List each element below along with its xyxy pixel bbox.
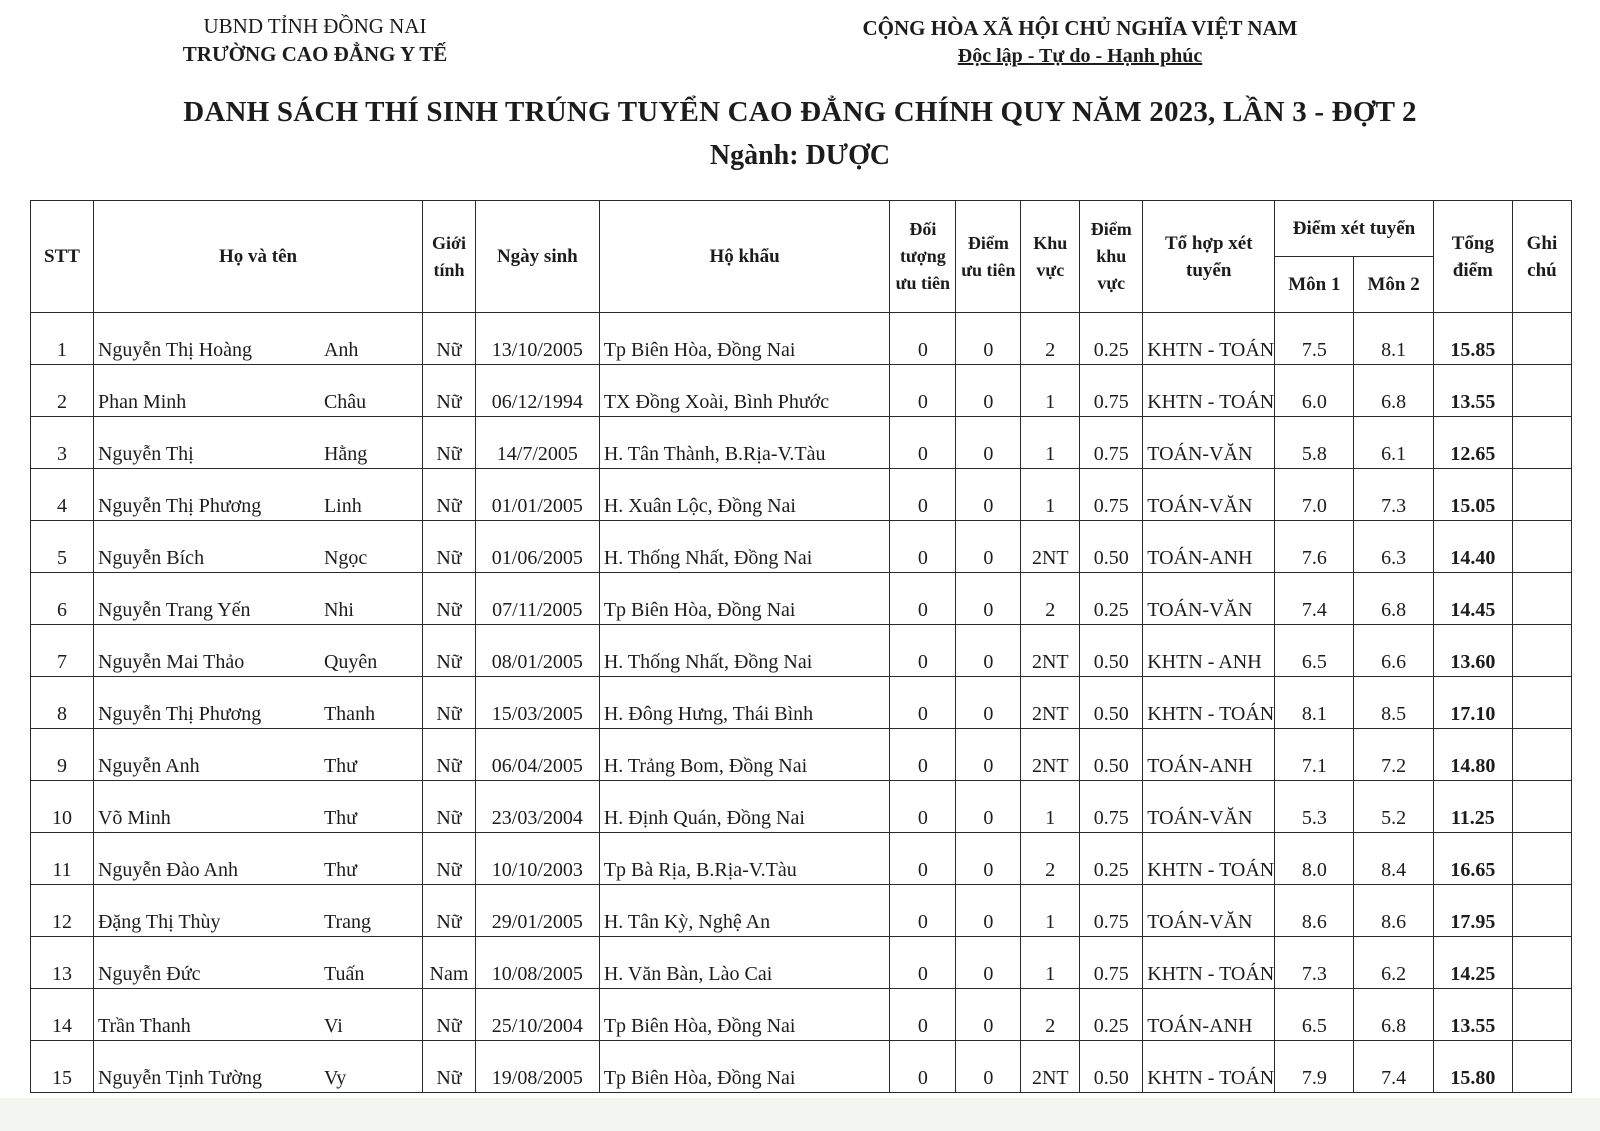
table-row	[31, 781, 1572, 833]
cell-priority-group: 0	[890, 729, 956, 781]
cell-stt: 5	[31, 521, 94, 573]
given-name: Châu	[323, 391, 367, 413]
cell-region: 1	[1021, 781, 1080, 833]
cell-note	[1512, 781, 1571, 833]
cell-note	[1512, 677, 1571, 729]
middle-name: Nguyễn Bích	[97, 547, 205, 569]
cell-name	[93, 417, 422, 469]
cell-dob: 14/7/2005	[475, 417, 599, 469]
cell-dob: 29/01/2005	[475, 885, 599, 937]
middle-name: Võ Minh	[97, 807, 171, 829]
cell-stt: 9	[31, 729, 94, 781]
cell-gender: Nữ	[423, 729, 476, 781]
cell-total: 13.55	[1433, 365, 1512, 417]
cell-subject2: 8.1	[1354, 313, 1433, 365]
cell-gender: Nữ	[423, 989, 476, 1041]
cell-priority-group: 0	[890, 313, 956, 365]
cell-combo: TOÁN-VĂN	[1143, 573, 1275, 625]
cell-region-score: 0.75	[1080, 781, 1143, 833]
middle-name: Nguyễn Trang Yến	[97, 599, 251, 621]
given-name: Ngọc	[323, 547, 368, 569]
cell-region: 2NT	[1021, 521, 1080, 573]
cell-address: H. Văn Bàn, Lào Cai	[599, 937, 890, 989]
cell-combo: KHTN - TOÁN	[1143, 365, 1275, 417]
cell-name	[93, 781, 422, 833]
cell-stt: 7	[31, 625, 94, 677]
cell-total: 14.45	[1433, 573, 1512, 625]
cell-name	[93, 469, 422, 521]
document-title: DANH SÁCH THÍ SINH TRÚNG TUYỂN CAO ĐẲNG CHÍNH QUY NĂM 2023, LẦN 3 - ĐỢT 2	[183, 96, 1417, 128]
cell-name	[93, 729, 422, 781]
cell-name	[93, 937, 422, 989]
cell-subject2: 6.8	[1354, 573, 1433, 625]
cell-name	[93, 365, 422, 417]
cell-region-score: 0.50	[1080, 677, 1143, 729]
cell-region: 2NT	[1021, 625, 1080, 677]
cell-stt: 8	[31, 677, 94, 729]
cell-gender: Nữ	[423, 1041, 476, 1093]
document-subtitle: Ngành: DƯỢC	[709, 140, 891, 171]
cell-gender: Nữ	[423, 521, 476, 573]
cell-region-score: 0.50	[1080, 1041, 1143, 1093]
cell-total: 13.55	[1433, 989, 1512, 1041]
cell-address: Tp Biên Hòa, Đồng Nai	[599, 573, 890, 625]
cell-subject1: 6.5	[1275, 989, 1354, 1041]
cell-combo: TOÁN-VĂN	[1143, 885, 1275, 937]
cell-subject1: 7.5	[1275, 313, 1354, 365]
cell-dob: 01/06/2005	[475, 521, 599, 573]
cell-address: H. Tân Thành, B.Rịa-V.Tàu	[599, 417, 890, 469]
issuer-header	[160, 12, 470, 68]
table-row	[31, 1041, 1572, 1093]
cell-priority-score: 0	[956, 417, 1021, 469]
cell-address: H. Đông Hưng, Thái Bình	[599, 677, 890, 729]
table-header-row	[31, 201, 1572, 257]
cell-region: 2	[1021, 313, 1080, 365]
cell-region: 1	[1021, 469, 1080, 521]
cell-region-score: 0.75	[1080, 885, 1143, 937]
cell-region-score: 0.25	[1080, 313, 1143, 365]
given-name: Linh	[323, 495, 362, 517]
cell-region: 2NT	[1021, 677, 1080, 729]
cell-priority-group: 0	[890, 469, 956, 521]
given-name: Quyên	[323, 651, 378, 673]
cell-stt: 2	[31, 365, 94, 417]
cell-subject2: 7.2	[1354, 729, 1433, 781]
middle-name: Nguyễn Anh	[97, 755, 200, 777]
cell-region-score: 0.50	[1080, 625, 1143, 677]
header-region-score: Điểm khu vực	[1080, 201, 1143, 313]
cell-subject1: 7.4	[1275, 573, 1354, 625]
cell-priority-group: 0	[890, 417, 956, 469]
cell-total: 15.85	[1433, 313, 1512, 365]
cell-priority-group: 0	[890, 677, 956, 729]
school-name: TRƯỜNG CAO ĐẲNG Y TẾ	[182, 42, 448, 66]
cell-priority-score: 0	[956, 677, 1021, 729]
cell-address: H. Xuân Lộc, Đồng Nai	[599, 469, 890, 521]
cell-total: 12.65	[1433, 417, 1512, 469]
cell-priority-group: 0	[890, 989, 956, 1041]
cell-name	[93, 573, 422, 625]
cell-priority-group: 0	[890, 781, 956, 833]
cell-dob: 06/12/1994	[475, 365, 599, 417]
cell-total: 14.80	[1433, 729, 1512, 781]
cell-subject2: 8.4	[1354, 833, 1433, 885]
cell-name	[93, 989, 422, 1041]
cell-total: 16.65	[1433, 833, 1512, 885]
cell-note	[1512, 469, 1571, 521]
cell-note	[1512, 573, 1571, 625]
cell-subject2: 6.8	[1354, 989, 1433, 1041]
cell-region: 2	[1021, 989, 1080, 1041]
cell-total: 14.25	[1433, 937, 1512, 989]
cell-combo: KHTN - TOÁN	[1143, 1041, 1275, 1093]
middle-name: Nguyễn Thị	[97, 443, 194, 465]
cell-combo: KHTN - TOÁN	[1143, 313, 1275, 365]
header-dob: Ngày sinh	[475, 201, 599, 313]
cell-subject1: 6.5	[1275, 625, 1354, 677]
cell-stt: 11	[31, 833, 94, 885]
cell-subject2: 6.1	[1354, 417, 1433, 469]
cell-total: 17.10	[1433, 677, 1512, 729]
cell-subject1: 6.0	[1275, 365, 1354, 417]
table-row	[31, 313, 1572, 365]
given-name: Thanh	[323, 703, 376, 725]
cell-region-score: 0.50	[1080, 521, 1143, 573]
given-name: Hằng	[323, 443, 368, 465]
cell-combo: KHTN - TOÁN	[1143, 937, 1275, 989]
header-region: Khu vực	[1021, 201, 1080, 313]
cell-combo: TOÁN-ANH	[1143, 729, 1275, 781]
cell-address: H. Định Quán, Đồng Nai	[599, 781, 890, 833]
given-name: Anh	[323, 339, 359, 361]
table-row	[31, 937, 1572, 989]
cell-combo: KHTN - TOÁN	[1143, 833, 1275, 885]
cell-combo: TOÁN-VĂN	[1143, 781, 1275, 833]
cell-region-score: 0.75	[1080, 937, 1143, 989]
cell-note	[1512, 313, 1571, 365]
cell-subject1: 8.1	[1275, 677, 1354, 729]
cell-name	[93, 885, 422, 937]
given-name: Thư	[323, 755, 358, 777]
cell-gender: Nữ	[423, 365, 476, 417]
cell-subject1: 5.3	[1275, 781, 1354, 833]
cell-name	[93, 521, 422, 573]
middle-name: Phan Minh	[97, 391, 187, 413]
cell-note	[1512, 625, 1571, 677]
cell-note	[1512, 729, 1571, 781]
table-row	[31, 677, 1572, 729]
table-row	[31, 989, 1572, 1041]
cell-subject2: 7.3	[1354, 469, 1433, 521]
cell-region-score: 0.75	[1080, 469, 1143, 521]
given-name: Thư	[323, 859, 358, 881]
cell-priority-score: 0	[956, 521, 1021, 573]
cell-name	[93, 313, 422, 365]
cell-region-score: 0.25	[1080, 833, 1143, 885]
cell-region-score: 0.75	[1080, 417, 1143, 469]
cell-gender: Nữ	[423, 885, 476, 937]
cell-note	[1512, 365, 1571, 417]
cell-total: 14.40	[1433, 521, 1512, 573]
header-admission-score: Điểm xét tuyển	[1275, 201, 1433, 257]
country-name: CỘNG HÒA XÃ HỘI CHỦ NGHĨA VIỆT NAM	[862, 16, 1298, 40]
cell-gender: Nữ	[423, 781, 476, 833]
cell-dob: 10/10/2003	[475, 833, 599, 885]
cell-priority-score: 0	[956, 365, 1021, 417]
cell-dob: 13/10/2005	[475, 313, 599, 365]
cell-dob: 06/04/2005	[475, 729, 599, 781]
cell-region: 1	[1021, 937, 1080, 989]
cell-region: 2	[1021, 833, 1080, 885]
cell-priority-score: 0	[956, 989, 1021, 1041]
cell-stt: 13	[31, 937, 94, 989]
middle-name: Nguyễn Thị Hoàng	[97, 339, 253, 361]
cell-stt: 10	[31, 781, 94, 833]
cell-address: Tp Biên Hòa, Đồng Nai	[599, 313, 890, 365]
cell-priority-group: 0	[890, 521, 956, 573]
cell-subject1: 7.0	[1275, 469, 1354, 521]
middle-name: Nguyễn Mai Thảo	[97, 651, 245, 673]
cell-region-score: 0.25	[1080, 573, 1143, 625]
cell-stt: 12	[31, 885, 94, 937]
cell-priority-score: 0	[956, 573, 1021, 625]
cell-stt: 15	[31, 1041, 94, 1093]
header-address: Hộ khẩu	[599, 201, 890, 313]
cell-address: H. Trảng Bom, Đồng Nai	[599, 729, 890, 781]
given-name: Tuấn	[323, 963, 365, 985]
cell-region: 2NT	[1021, 729, 1080, 781]
header-stt: STT	[31, 201, 94, 313]
cell-subject2: 6.2	[1354, 937, 1433, 989]
cell-combo: KHTN - ANH	[1143, 625, 1275, 677]
cell-stt: 6	[31, 573, 94, 625]
cell-region-score: 0.50	[1080, 729, 1143, 781]
cell-address: H. Thống Nhất, Đồng Nai	[599, 625, 890, 677]
cell-gender: Nữ	[423, 313, 476, 365]
cell-combo: TOÁN-ANH	[1143, 521, 1275, 573]
cell-priority-score: 0	[956, 885, 1021, 937]
cell-subject2: 7.4	[1354, 1041, 1433, 1093]
header-name: Họ và tên	[93, 201, 422, 313]
cell-subject1: 7.9	[1275, 1041, 1354, 1093]
results-table-wrapper	[30, 200, 1572, 1093]
cell-dob: 23/03/2004	[475, 781, 599, 833]
cell-dob: 19/08/2005	[475, 1041, 599, 1093]
header-note: Ghi chú	[1512, 201, 1571, 313]
middle-name: Đặng Thị Thùy	[97, 911, 221, 933]
cell-subject2: 5.2	[1354, 781, 1433, 833]
middle-name: Nguyễn Thị Phương	[97, 495, 262, 517]
given-name: Vy	[323, 1067, 347, 1089]
cell-dob: 10/08/2005	[475, 937, 599, 989]
table-row	[31, 573, 1572, 625]
cell-priority-score: 0	[956, 781, 1021, 833]
cell-region: 1	[1021, 417, 1080, 469]
cell-priority-score: 0	[956, 833, 1021, 885]
cell-combo: TOÁN-ANH	[1143, 989, 1275, 1041]
table-row	[31, 833, 1572, 885]
cell-combo: TOÁN-VĂN	[1143, 469, 1275, 521]
cell-stt: 4	[31, 469, 94, 521]
middle-name: Trần Thanh	[97, 1015, 191, 1037]
cell-priority-score: 0	[956, 313, 1021, 365]
cell-priority-score: 0	[956, 469, 1021, 521]
cell-note	[1512, 885, 1571, 937]
cell-total: 13.60	[1433, 625, 1512, 677]
table-row	[31, 625, 1572, 677]
cell-note	[1512, 521, 1571, 573]
table-row	[31, 885, 1572, 937]
cell-total: 17.95	[1433, 885, 1512, 937]
cell-stt: 3	[31, 417, 94, 469]
cell-dob: 08/01/2005	[475, 625, 599, 677]
cell-gender: Nữ	[423, 573, 476, 625]
header-total: Tổng điểm	[1433, 201, 1512, 313]
cell-region: 2NT	[1021, 1041, 1080, 1093]
cell-note	[1512, 833, 1571, 885]
cell-gender: Nữ	[423, 833, 476, 885]
cell-note	[1512, 989, 1571, 1041]
cell-gender: Nữ	[423, 417, 476, 469]
cell-name	[93, 1041, 422, 1093]
cell-priority-score: 0	[956, 625, 1021, 677]
cell-name	[93, 677, 422, 729]
cell-priority-group: 0	[890, 937, 956, 989]
given-name: Vi	[323, 1015, 343, 1037]
cell-note	[1512, 417, 1571, 469]
cell-dob: 25/10/2004	[475, 989, 599, 1041]
cell-subject2: 6.8	[1354, 365, 1433, 417]
table-row	[31, 417, 1572, 469]
cell-gender: Nữ	[423, 469, 476, 521]
national-motto: Độc lập - Tự do - Hạnh phúc	[957, 45, 1203, 67]
cell-subject1: 5.8	[1275, 417, 1354, 469]
cell-address: H. Tân Kỳ, Nghệ An	[599, 885, 890, 937]
given-name: Trang	[323, 911, 372, 933]
middle-name: Nguyễn Tịnh Tường	[97, 1067, 262, 1089]
table-row	[31, 365, 1572, 417]
cell-subject1: 7.6	[1275, 521, 1354, 573]
middle-name: Nguyễn Thị Phương	[97, 703, 262, 725]
cell-gender: Nam	[423, 937, 476, 989]
cell-region: 1	[1021, 885, 1080, 937]
cell-priority-score: 0	[956, 1041, 1021, 1093]
header-combo: Tổ hợp xét tuyển	[1143, 201, 1275, 313]
cell-priority-group: 0	[890, 833, 956, 885]
province-committee: UBND TỈNH ĐỒNG NAI	[203, 14, 427, 38]
cell-priority-score: 0	[956, 729, 1021, 781]
cell-priority-group: 0	[890, 1041, 956, 1093]
cell-priority-group: 0	[890, 885, 956, 937]
cell-priority-group: 0	[890, 625, 956, 677]
cell-priority-score: 0	[956, 937, 1021, 989]
header-priority-score: Điểm ưu tiên	[956, 201, 1021, 313]
cell-subject2: 8.5	[1354, 677, 1433, 729]
given-name: Thư	[323, 807, 358, 829]
header-gender: Giới tính	[423, 201, 476, 313]
cell-address: Tp Bà Rịa, B.Rịa-V.Tàu	[599, 833, 890, 885]
middle-name: Nguyễn Đào Anh	[97, 859, 238, 881]
table-row	[31, 469, 1572, 521]
page-bottom-strip	[0, 1098, 1600, 1131]
header-priority-group: Đối tượng ưu tiên	[890, 201, 956, 313]
cell-subject2: 6.6	[1354, 625, 1433, 677]
cell-subject1: 8.0	[1275, 833, 1354, 885]
header-subject1: Môn 1	[1275, 257, 1354, 313]
cell-address: Tp Biên Hòa, Đồng Nai	[599, 1041, 890, 1093]
results-table	[30, 200, 1572, 1093]
cell-priority-group: 0	[890, 365, 956, 417]
given-name: Nhi	[323, 599, 354, 621]
cell-name	[93, 833, 422, 885]
cell-region: 2	[1021, 573, 1080, 625]
cell-address: TX Đồng Xoài, Bình Phước	[599, 365, 890, 417]
cell-total: 11.25	[1433, 781, 1512, 833]
cell-region-score: 0.75	[1080, 365, 1143, 417]
cell-dob: 07/11/2005	[475, 573, 599, 625]
cell-dob: 15/03/2005	[475, 677, 599, 729]
cell-combo: KHTN - TOÁN	[1143, 677, 1275, 729]
cell-subject1: 8.6	[1275, 885, 1354, 937]
cell-stt: 14	[31, 989, 94, 1041]
middle-name: Nguyễn Đức	[97, 963, 201, 985]
cell-gender: Nữ	[423, 677, 476, 729]
cell-subject2: 6.3	[1354, 521, 1433, 573]
cell-region-score: 0.25	[1080, 989, 1143, 1041]
cell-priority-group: 0	[890, 573, 956, 625]
cell-note	[1512, 1041, 1571, 1093]
cell-gender: Nữ	[423, 625, 476, 677]
cell-subject1: 7.1	[1275, 729, 1354, 781]
national-header	[840, 14, 1320, 70]
cell-subject1: 7.3	[1275, 937, 1354, 989]
cell-address: H. Thống Nhất, Đồng Nai	[599, 521, 890, 573]
table-body	[31, 313, 1572, 1093]
cell-total: 15.80	[1433, 1041, 1512, 1093]
cell-note	[1512, 937, 1571, 989]
cell-region: 1	[1021, 365, 1080, 417]
cell-subject2: 8.6	[1354, 885, 1433, 937]
cell-address: Tp Biên Hòa, Đồng Nai	[599, 989, 890, 1041]
cell-name	[93, 625, 422, 677]
table-row	[31, 521, 1572, 573]
header-subject2: Môn 2	[1354, 257, 1433, 313]
cell-combo: TOÁN-VĂN	[1143, 417, 1275, 469]
cell-dob: 01/01/2005	[475, 469, 599, 521]
table-row	[31, 729, 1572, 781]
cell-total: 15.05	[1433, 469, 1512, 521]
cell-stt: 1	[31, 313, 94, 365]
